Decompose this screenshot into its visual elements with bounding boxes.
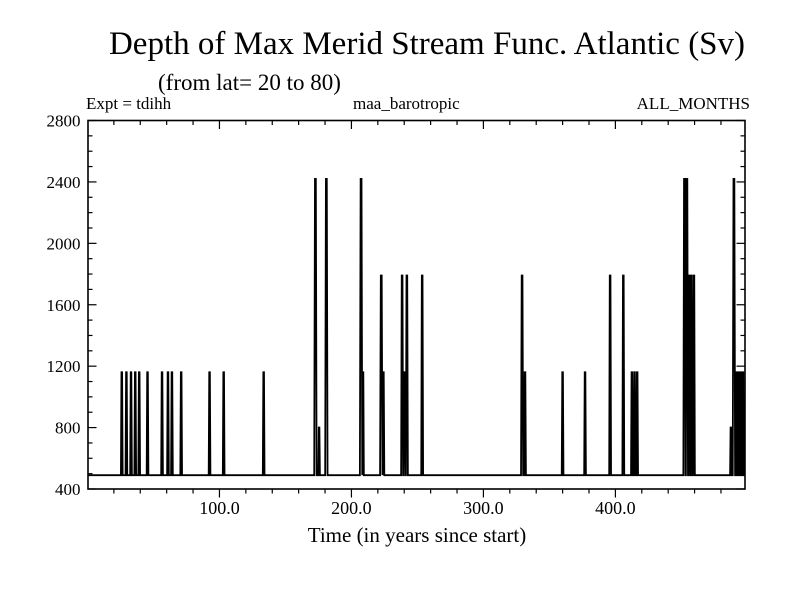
months-label: ALL_MONTHS bbox=[636, 94, 750, 113]
x-tick-label: 300.0 bbox=[463, 498, 504, 518]
experiment-label: Expt = tdihh bbox=[86, 94, 172, 113]
y-tick-label: 1200 bbox=[46, 357, 81, 377]
x-tick-label: 200.0 bbox=[331, 498, 372, 518]
y-tick-label: 2800 bbox=[46, 111, 81, 131]
x-axis-label: Time (in years since start) bbox=[307, 523, 527, 547]
y-tick-label: 400 bbox=[55, 480, 81, 499]
chart-subtitle: (from lat= 20 to 80) bbox=[158, 70, 341, 95]
x-tick-label: 100.0 bbox=[199, 498, 240, 518]
y-tick-label: 2400 bbox=[46, 172, 81, 192]
y-tick-label: 2000 bbox=[46, 234, 81, 254]
chart-title: Depth of Max Merid Stream Func. Atlantic (Sv) bbox=[108, 26, 746, 62]
y-tick-label: 800 bbox=[55, 418, 81, 438]
field-label: maa_barotropic bbox=[353, 94, 460, 113]
x-tick-label: 400.0 bbox=[595, 498, 636, 518]
y-tick-label: 1600 bbox=[46, 295, 81, 315]
data-line bbox=[88, 179, 745, 475]
axis-box bbox=[88, 121, 745, 490]
